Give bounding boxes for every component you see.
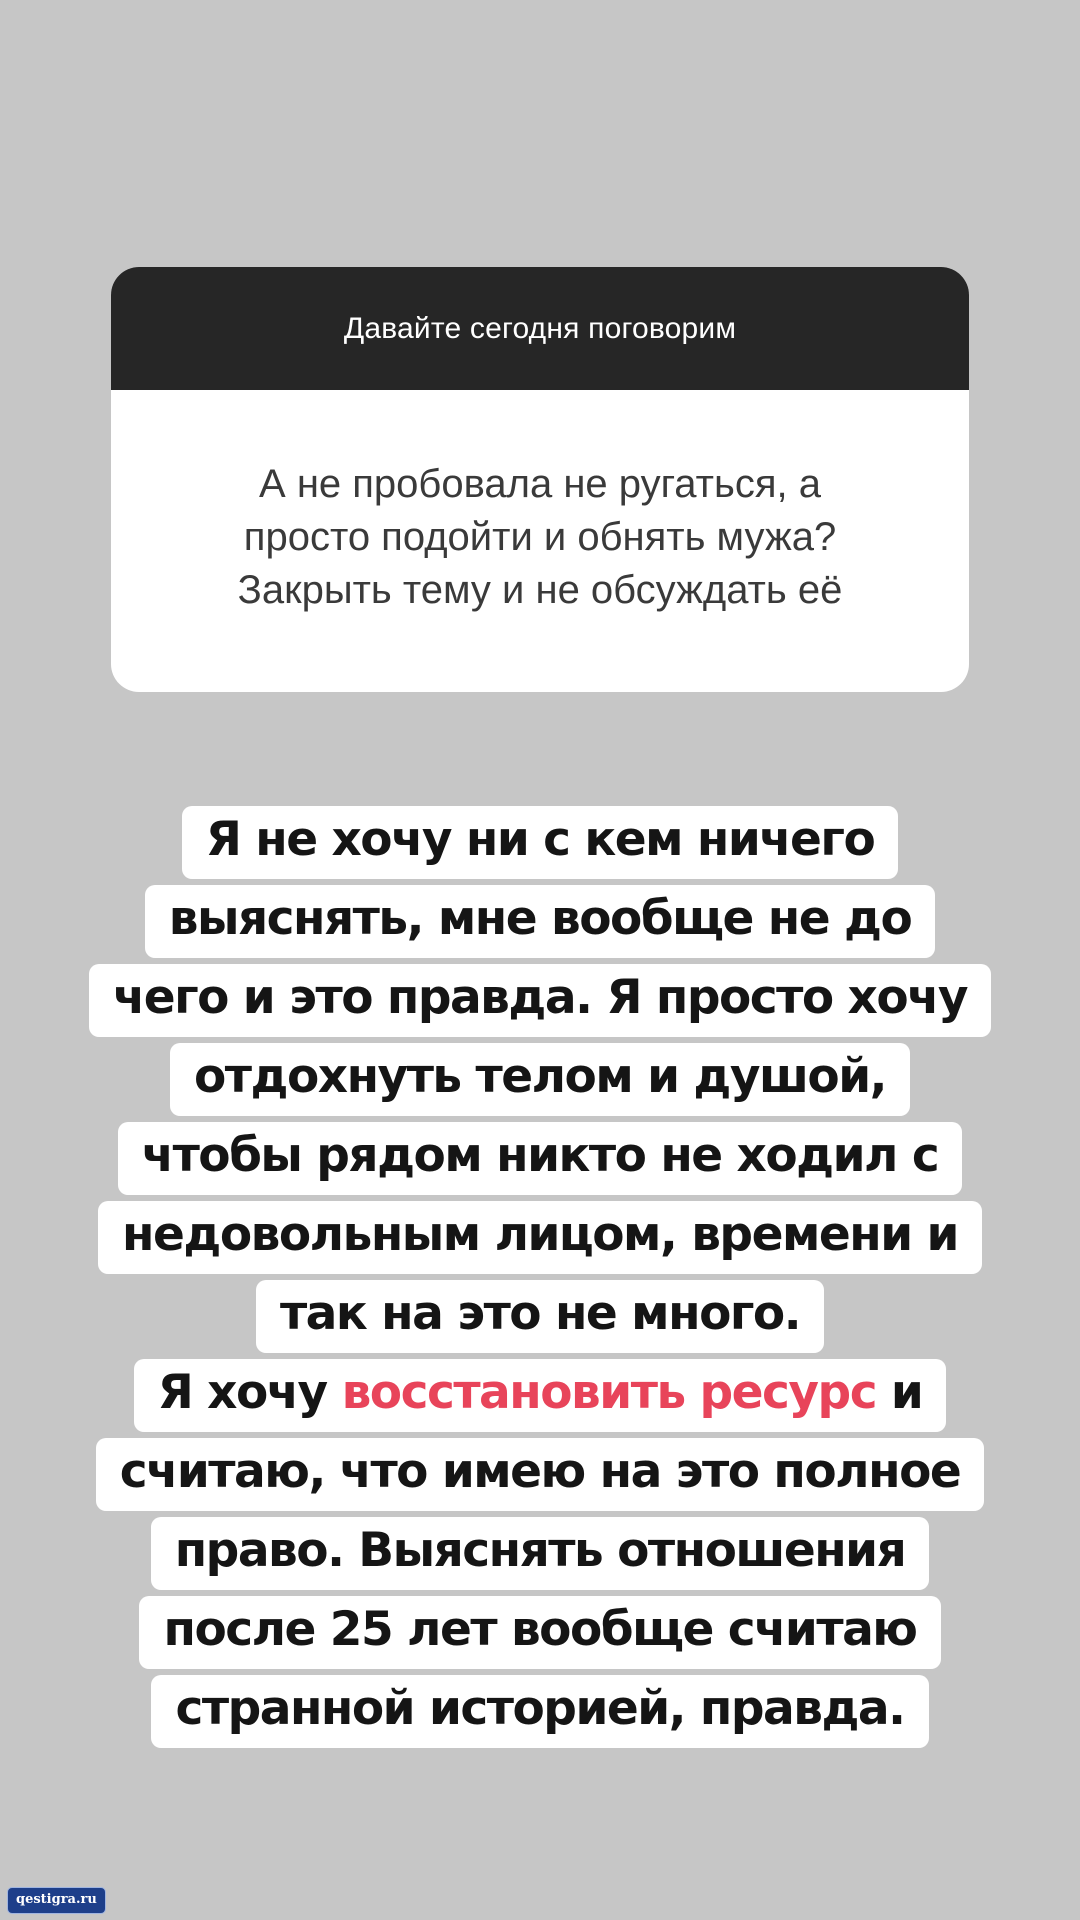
story-text-line: считаю, что имею на это полное bbox=[96, 1438, 985, 1511]
story-text-line: право. Выяснять отношения bbox=[151, 1517, 930, 1590]
story-text-line: выяснять, мне вообще не до bbox=[145, 885, 936, 958]
answer-line: Закрыть тему и не обсуждать её bbox=[237, 567, 843, 612]
story-text-line: недовольным лицом, времени и bbox=[98, 1201, 982, 1274]
story-text-block bbox=[0, 800, 1080, 1748]
story-text-segment: Я хочу bbox=[157, 1365, 342, 1420]
story-text-line: после 25 лет вообще считаю bbox=[139, 1596, 940, 1669]
site-watermark: qestigra.ru bbox=[7, 1887, 106, 1914]
question-sticker-body bbox=[111, 390, 969, 692]
story-text-line: чего и это правда. Я просто хочу bbox=[89, 964, 991, 1037]
story-text-line: отдохнуть телом и душой, bbox=[170, 1043, 910, 1116]
question-sticker bbox=[111, 267, 969, 692]
question-sticker-header: Давайте сегодня поговорим bbox=[111, 267, 969, 390]
story-text-line: Я не хочу ни с кем ничего bbox=[182, 806, 899, 879]
story-text-line: странной историей, правда. bbox=[151, 1675, 928, 1748]
answer-line: просто подойти и обнять мужа? bbox=[243, 514, 837, 559]
story-text-line: так на это не много. bbox=[256, 1280, 824, 1353]
story-text-line: чтобы рядом никто не ходил с bbox=[118, 1122, 962, 1195]
answer-line: А не пробовала не ругаться, а bbox=[259, 461, 821, 506]
accent-phrase: восстановить ресурс bbox=[341, 1365, 877, 1420]
story-text-line-highlighted bbox=[134, 1359, 947, 1432]
story-text-segment: и bbox=[876, 1365, 923, 1420]
question-answer-text bbox=[238, 458, 843, 617]
